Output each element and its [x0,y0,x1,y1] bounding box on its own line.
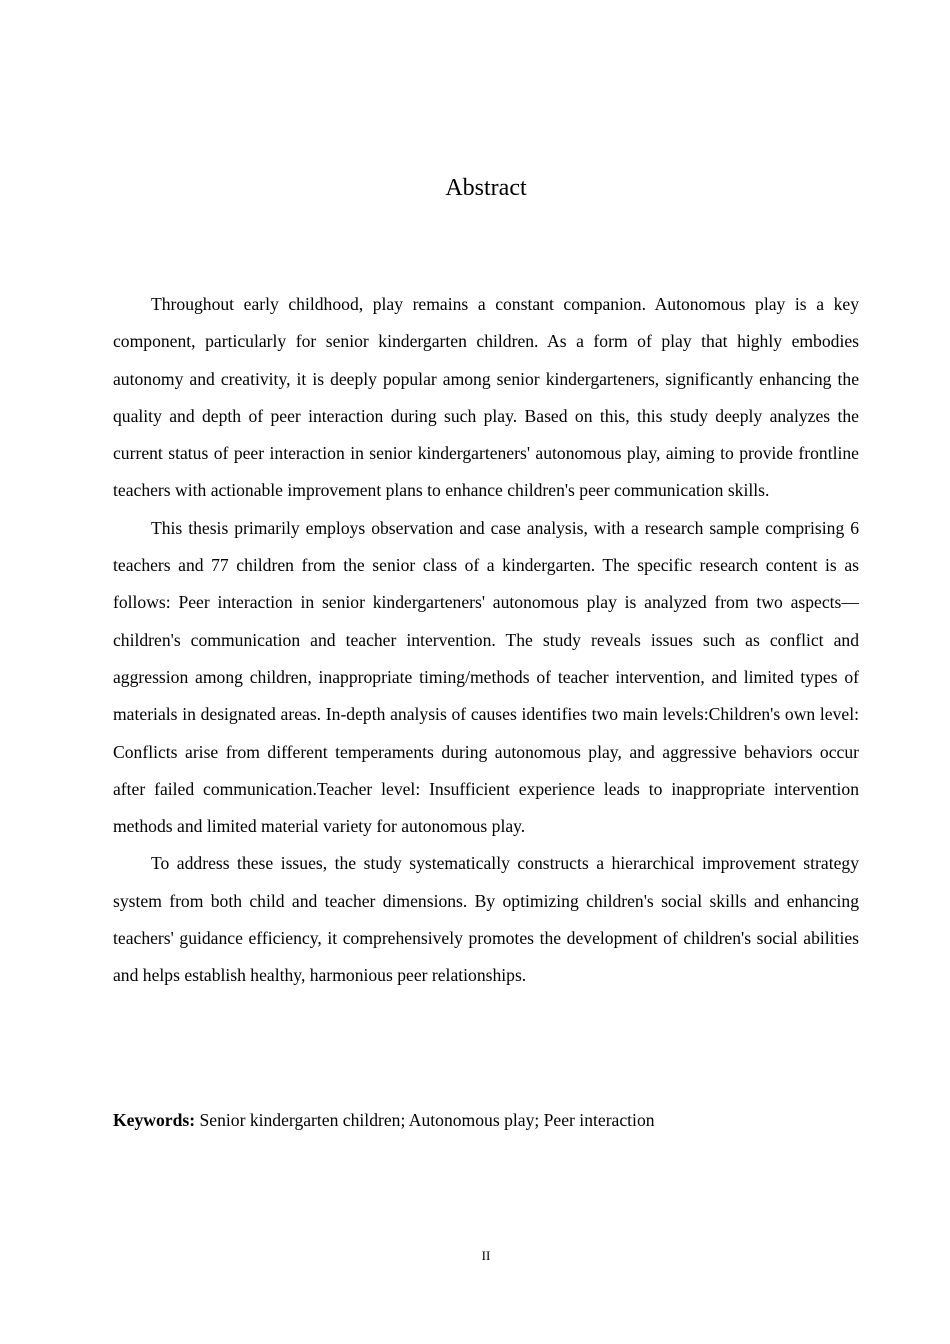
abstract-paragraph: This thesis primarily employs observation and case analysis, with a research sample comprising 6 teachers and 77 children from the senior class of a kindergarten. The specific research content is as follows: Peer interaction in senior kindergarteners' autonomous play is analyzed from two aspects—children's communication and teacher intervention. The study reveals issues such as conflict and aggression among children, inappropriate timing/methods of teacher intervention, and limited types of materials in designated areas. In-depth analysis of causes identifies two main levels:Children's own level: Conflicts arise from different temperaments during autonomous play, and aggressive behaviors occur after failed communication.Teacher level: Insufficient experience leads to inappropriate intervention methods and limited material variety for autonomous play. [113,517,859,837]
keywords-text: Senior kindergarten children; Autonomous play; Peer interaction [195,1110,655,1130]
page-number: II [481,1248,491,1263]
abstract-paragraph: Throughout early childhood, play remains a constant companion. Autonomous play is a key component, particularly for senior kindergarten children. As a form of play that highly embodies autonomy and creativity, it is deeply popular among senior kindergarteners, significantly enhancing the quality and depth of peer interaction during such play. Based on this, this study deeply analyzes the current status of peer interaction in senior kindergarteners' autonomous play, aiming to provide frontline teachers with actionable improvement plans to enhance children's peer communication skills. [113,294,859,501]
abstract-paragraph: To address these issues, the study systematically constructs a hierarchical improvement strategy system from both child and teacher dimensions. By optimizing children's social skills and enhancing teachers' guidance efficiency, it comprehensively promotes the development of children's social abilities and helps establish healthy, harmonious peer relationships. [113,853,859,986]
keywords-label: Keywords: [113,1110,196,1130]
abstract-title: Abstract [445,175,527,201]
abstract-body [113,286,859,995]
keywords-line [113,1103,859,1138]
